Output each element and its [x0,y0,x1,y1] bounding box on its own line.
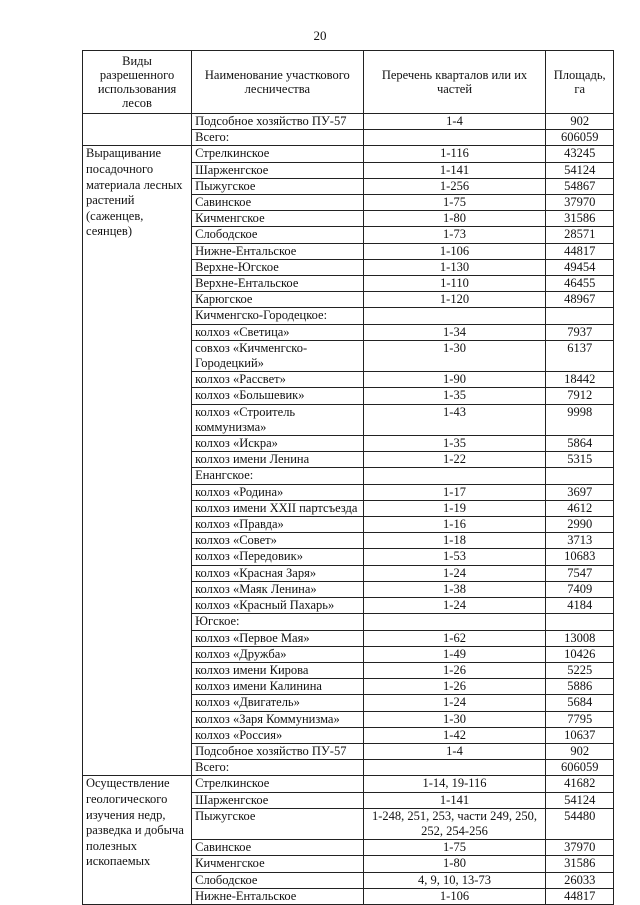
quarters-cell: 1-14, 19-116 [363,776,546,792]
forestry-name-cell: колхоз «Рассвет» [192,372,363,388]
quarters-cell: 1-34 [363,324,546,340]
forestry-name-cell: колхоз «Искра» [192,436,363,452]
area-cell: 902 [546,743,614,759]
area-cell: 46455 [546,276,614,292]
area-cell: 3697 [546,484,614,500]
area-cell: 7409 [546,581,614,597]
forestry-name-cell: колхоз «Правда» [192,517,363,533]
area-cell: 4184 [546,598,614,614]
header-use: Виды разрешенного использования лесов [83,51,192,114]
header-quarters: Перечень кварталов или их частей [363,51,546,114]
forestry-name-cell: Подсобное хозяйство ПУ-57 [192,743,363,759]
quarters-cell: 1-42 [363,727,546,743]
area-cell: 5886 [546,679,614,695]
area-cell: 37970 [546,195,614,211]
quarters-cell: 1-53 [363,549,546,565]
area-cell [546,308,614,324]
forestry-name-cell: колхоз «Строитель коммунизма» [192,404,363,435]
area-cell: 10637 [546,727,614,743]
forestry-name-cell: совхоз «Кичменгско-Городецкий» [192,340,363,371]
quarters-cell: 1-106 [363,243,546,259]
quarters-cell: 1-30 [363,711,546,727]
area-cell: 4612 [546,500,614,516]
quarters-cell [363,308,546,324]
forestry-name-cell: Кичменгско-Городецкое: [192,308,363,324]
forestry-name-cell: колхоз «Дружба» [192,646,363,662]
forestry-name-cell: колхоз имени XXII партсъезда [192,500,363,516]
area-cell: 5684 [546,695,614,711]
forestry-name-cell: колхоз «Заря Коммунизма» [192,711,363,727]
area-cell: 606059 [546,130,614,146]
area-cell: 26033 [546,872,614,888]
quarters-cell: 1-90 [363,372,546,388]
quarters-cell: 1-116 [363,146,546,162]
area-cell: 7547 [546,565,614,581]
forestry-name-cell: Пыжугское [192,808,363,839]
forestry-name-cell: Пыжугское [192,178,363,194]
area-cell: 7795 [546,711,614,727]
quarters-cell: 1-4 [363,743,546,759]
quarters-cell: 1-30 [363,340,546,371]
quarters-cell: 1-24 [363,565,546,581]
area-cell: 5315 [546,452,614,468]
quarters-cell [363,130,546,146]
forestry-name-cell: Кичменгское [192,211,363,227]
forestry-name-cell: колхоз «Большевик» [192,388,363,404]
quarters-cell [363,468,546,484]
quarters-cell: 1-19 [363,500,546,516]
forestry-name-cell: колхоз имени Кирова [192,662,363,678]
forestry-name-cell: Стрелкинское [192,776,363,792]
quarters-cell: 1-22 [363,452,546,468]
area-cell: 49454 [546,259,614,275]
quarters-cell: 1-141 [363,792,546,808]
forestry-name-cell: Енангское: [192,468,363,484]
area-cell: 10683 [546,549,614,565]
quarters-cell [363,760,546,776]
use-type-cell [83,114,192,146]
quarters-cell: 1-35 [363,436,546,452]
area-cell: 5225 [546,662,614,678]
forestry-name-cell: Верхне-Югское [192,259,363,275]
quarters-cell: 1-35 [363,388,546,404]
area-cell: 7912 [546,388,614,404]
quarters-cell: 1-4 [363,114,546,130]
area-cell [546,614,614,630]
area-cell: 44817 [546,888,614,904]
area-cell: 54124 [546,162,614,178]
area-cell: 606059 [546,760,614,776]
forestry-name-cell: Шарженгское [192,162,363,178]
forestry-name-cell: колхоз имени Ленина [192,452,363,468]
quarters-cell: 1-26 [363,679,546,695]
forestry-name-cell: колхоз «Двигатель» [192,695,363,711]
use-type-cell [83,146,192,776]
quarters-cell: 1-80 [363,856,546,872]
forestry-name-cell: Шарженгское [192,792,363,808]
area-cell: 13008 [546,630,614,646]
forestry-name-cell: Всего: [192,760,363,776]
quarters-cell: 1-24 [363,695,546,711]
area-cell: 43245 [546,146,614,162]
forestry-name-cell: Кичменгское [192,856,363,872]
forestry-name-cell: Верхне-Ентальское [192,276,363,292]
forestry-name-cell: колхоз «Передовик» [192,549,363,565]
area-cell: 10426 [546,646,614,662]
area-cell: 54867 [546,178,614,194]
quarters-cell: 1-248, 251, 253, части 249, 250, 252, 254-256 [363,808,546,839]
quarters-cell: 1-110 [363,276,546,292]
area-cell: 902 [546,114,614,130]
quarters-cell: 1-38 [363,581,546,597]
forestry-name-cell: Савинское [192,840,363,856]
quarters-cell: 1-16 [363,517,546,533]
quarters-cell: 1-141 [363,162,546,178]
use-type-label: Выращивание посадочного материала лесных растений (саженцев, сеянцев) [86,146,183,239]
forestry-name-cell: Слободское [192,872,363,888]
quarters-cell: 4, 9, 10, 13-73 [363,872,546,888]
quarters-cell: 1-75 [363,840,546,856]
forestry-name-cell: колхоз «Совет» [192,533,363,549]
quarters-cell: 1-80 [363,211,546,227]
quarters-cell: 1-17 [363,484,546,500]
page-number: 20 [313,28,327,43]
area-cell: 3713 [546,533,614,549]
area-cell: 5864 [546,436,614,452]
quarters-cell: 1-49 [363,646,546,662]
area-cell: 54124 [546,792,614,808]
forestry-name-cell: колхоз «Светица» [192,324,363,340]
forestry-name-cell: колхоз «Родина» [192,484,363,500]
forestry-name-cell: Слободское [192,227,363,243]
area-cell: 54480 [546,808,614,839]
header-forestry: Наименование участкового лесничества [192,51,363,114]
forestry-name-cell: колхоз «Маяк Ленина» [192,581,363,597]
area-cell: 48967 [546,292,614,308]
forestry-name-cell: колхоз «Красная Заря» [192,565,363,581]
area-cell: 31586 [546,211,614,227]
area-cell: 2990 [546,517,614,533]
area-cell [546,468,614,484]
use-type-cell [83,776,192,905]
area-cell: 18442 [546,372,614,388]
forestry-name-cell: колхоз имени Калинина [192,679,363,695]
forestry-name-cell: Стрелкинское [192,146,363,162]
forestry-name-cell: Нижне-Ентальское [192,888,363,904]
forestry-name-cell: Нижне-Ентальское [192,243,363,259]
quarters-cell [363,614,546,630]
area-cell: 37970 [546,840,614,856]
forestry-name-cell: колхоз «Россия» [192,727,363,743]
forestry-name-cell: колхоз «Красный Пахарь» [192,598,363,614]
area-cell: 28571 [546,227,614,243]
quarters-cell: 1-43 [363,404,546,435]
forestry-name-cell: Всего: [192,130,363,146]
quarters-cell: 1-256 [363,178,546,194]
quarters-cell: 1-120 [363,292,546,308]
use-type-label: Осуществление геологического изучения недр, разведка и добыча полезных ископаемых [86,776,184,869]
quarters-cell: 1-130 [363,259,546,275]
forestry-name-cell: Югское: [192,614,363,630]
area-cell: 6137 [546,340,614,371]
area-cell: 31586 [546,856,614,872]
quarters-cell: 1-18 [363,533,546,549]
forestry-name-cell: колхоз «Первое Мая» [192,630,363,646]
quarters-cell: 1-62 [363,630,546,646]
table-row [83,146,614,162]
table-row [83,776,614,792]
table-header-row [83,51,614,114]
quarters-cell: 1-75 [363,195,546,211]
quarters-cell: 1-24 [363,598,546,614]
forestry-name-cell: Савинское [192,195,363,211]
area-cell: 7937 [546,324,614,340]
area-cell: 44817 [546,243,614,259]
table-row [83,114,614,130]
area-cell: 9998 [546,404,614,435]
header-area: Площадь, га [546,51,614,114]
forestry-name-cell: Карюгское [192,292,363,308]
quarters-cell: 1-106 [363,888,546,904]
quarters-cell: 1-73 [363,227,546,243]
table-body [83,114,614,905]
forestry-name-cell: Подсобное хозяйство ПУ-57 [192,114,363,130]
area-cell: 41682 [546,776,614,792]
land-use-table [82,50,614,905]
quarters-cell: 1-26 [363,662,546,678]
